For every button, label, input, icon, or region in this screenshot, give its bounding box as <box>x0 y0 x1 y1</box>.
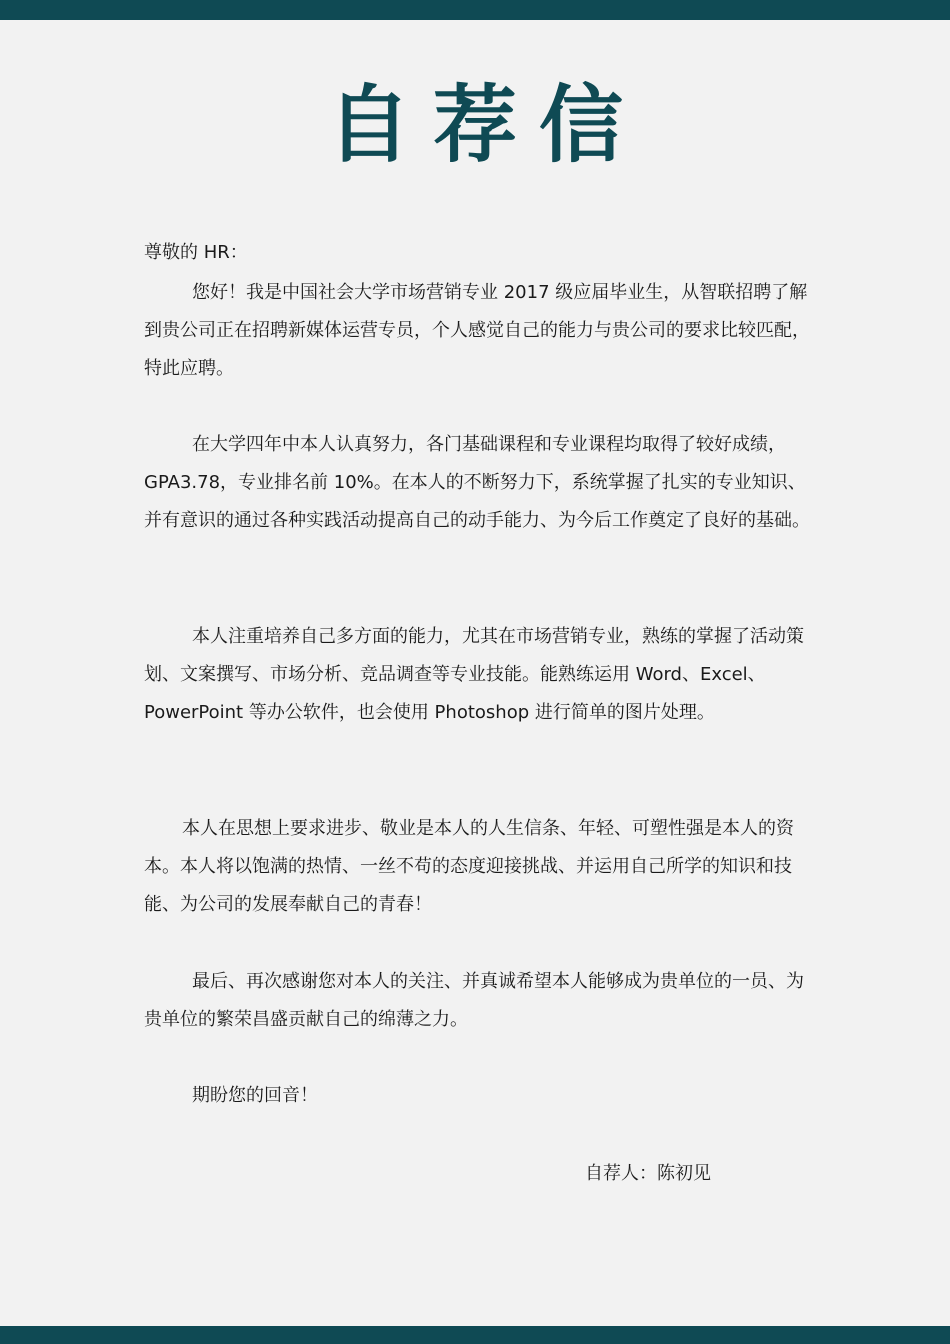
paragraph-attitude: 本人在思想上要求进步、敬业是本人的人生信条、年轻、可塑性强是本人的资本。本人将以饱满的热情、一丝不苟的态度迎接挑战、并运用自己所学的知识和技能、为公司的发展奉献自己的青春！ <box>144 818 794 915</box>
bottom-decorative-bar <box>0 1326 950 1344</box>
salutation: 尊敬的 HR： <box>144 242 248 263</box>
page-title: 自荐信 <box>326 76 645 174</box>
top-decorative-bar <box>0 0 950 20</box>
closing-line: 期盼您的回音！ <box>192 1085 318 1106</box>
paragraph-intro: 您好！我是中国社会大学市场营销专业 2017 级应届毕业生，从智联招聘了解到贵公司正在招聘新媒体运营专员，个人感觉自己的能力与贵公司的要求比较匹配，特此应聘。 <box>144 282 810 379</box>
paragraph-education: 在大学四年中本人认真努力，各门基础课程和专业课程均取得了较好成绩，GPA3.78，专业排名前 10%。在本人的不断努力下，系统掌握了扎实的专业知识、并有意识的通过各种实践活动提高自己的动手能力、为今后工作奠定了良好的基础。 <box>144 434 810 531</box>
paragraph-skills: 本人注重培养自己多方面的能力，尤其在市场营销专业，熟练的掌握了活动策划、文案撰写、市场分析、竞品调查等专业技能。能熟练运用 Word、Excel、PowerPoint 等办公软件，也会使用 Photoshop 进行简单的图片处理。 <box>144 626 804 723</box>
signature: 自荐人：陈初见 <box>585 1163 711 1184</box>
paragraph-thanks: 最后、再次感谢您对本人的关注、并真诚希望本人能够成为贵单位的一员、为贵单位的繁荣昌盛贡献自己的绵薄之力。 <box>144 971 804 1030</box>
